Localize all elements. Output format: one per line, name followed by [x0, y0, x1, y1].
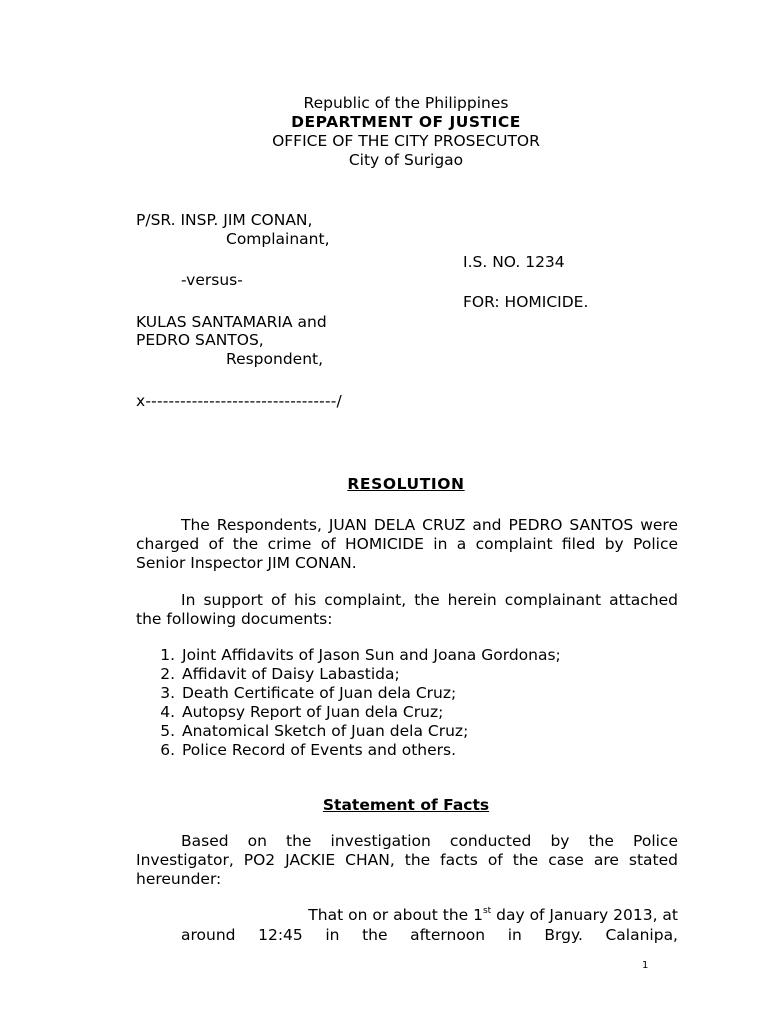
complainant-name: P/SR. INSP. JIM CONAN, — [136, 211, 313, 229]
list-item: 4. Autopsy Report of Juan dela Cruz; — [180, 703, 700, 722]
facts-paragraph-2-line2: around 12:45 in the afternoon in Brgy. Calanipa, — [181, 926, 678, 944]
respondent-line2: PEDRO SANTOS, — [136, 331, 264, 349]
list-item: 3. Death Certificate of Juan dela Cruz; — [180, 684, 700, 703]
list-item: 2. Affidavit of Daisy Labastida; — [180, 665, 700, 684]
complainant-role: Complainant, — [226, 230, 330, 248]
header-city: City of Surigao — [348, 151, 464, 169]
list-item: 6. Police Record of Events and others. — [180, 741, 700, 760]
facts-title: Statement of Facts — [322, 796, 490, 814]
versus-label: -versus- — [181, 271, 243, 289]
facts-p2-text-b: day of January 2013, at — [491, 906, 678, 924]
facts-p2-ordinal: st — [482, 906, 492, 916]
facts-paragraph-1: Based on the investigation conducted by the Police Investigator, PO2 JACKIE CHAN, the facts of the case are stated hereunder: — [136, 832, 678, 888]
list-item: 1. Joint Affidavits of Jason Sun and Joana Gordonas; — [180, 646, 700, 665]
documents-list — [136, 646, 700, 760]
is-number: I.S. NO. 1234 — [463, 253, 565, 271]
header-department: DEPARTMENT OF JUSTICE — [291, 113, 521, 131]
respondent-line1: KULAS SANTAMARIA and — [136, 313, 327, 331]
facts-paragraph-2-line1 — [226, 906, 678, 925]
resolution-title: RESOLUTION — [347, 475, 465, 493]
header-republic: Republic of the Philippines — [303, 94, 509, 112]
resolution-paragraph-2: In support of his complaint, the herein complainant attached the following documents: — [136, 591, 678, 628]
header-office: OFFICE OF THE CITY PROSECUTOR — [272, 132, 540, 150]
resolution-paragraph-1: The Respondents, JUAN DELA CRUZ and PEDRO SANTOS were charged of the crime of HOMICIDE in a complaint filed by Police Senior Inspector JIM CONAN. — [136, 516, 678, 572]
page-number: 1 — [642, 960, 649, 971]
case-charge: FOR: HOMICIDE. — [463, 293, 589, 311]
respondent-role: Respondent, — [226, 350, 324, 368]
caption-separator: x---------------------------------/ — [136, 392, 342, 410]
facts-p2-text-a: That on or about the 1 — [308, 906, 483, 924]
list-item: 5. Anatomical Sketch of Juan dela Cruz; — [180, 722, 700, 741]
